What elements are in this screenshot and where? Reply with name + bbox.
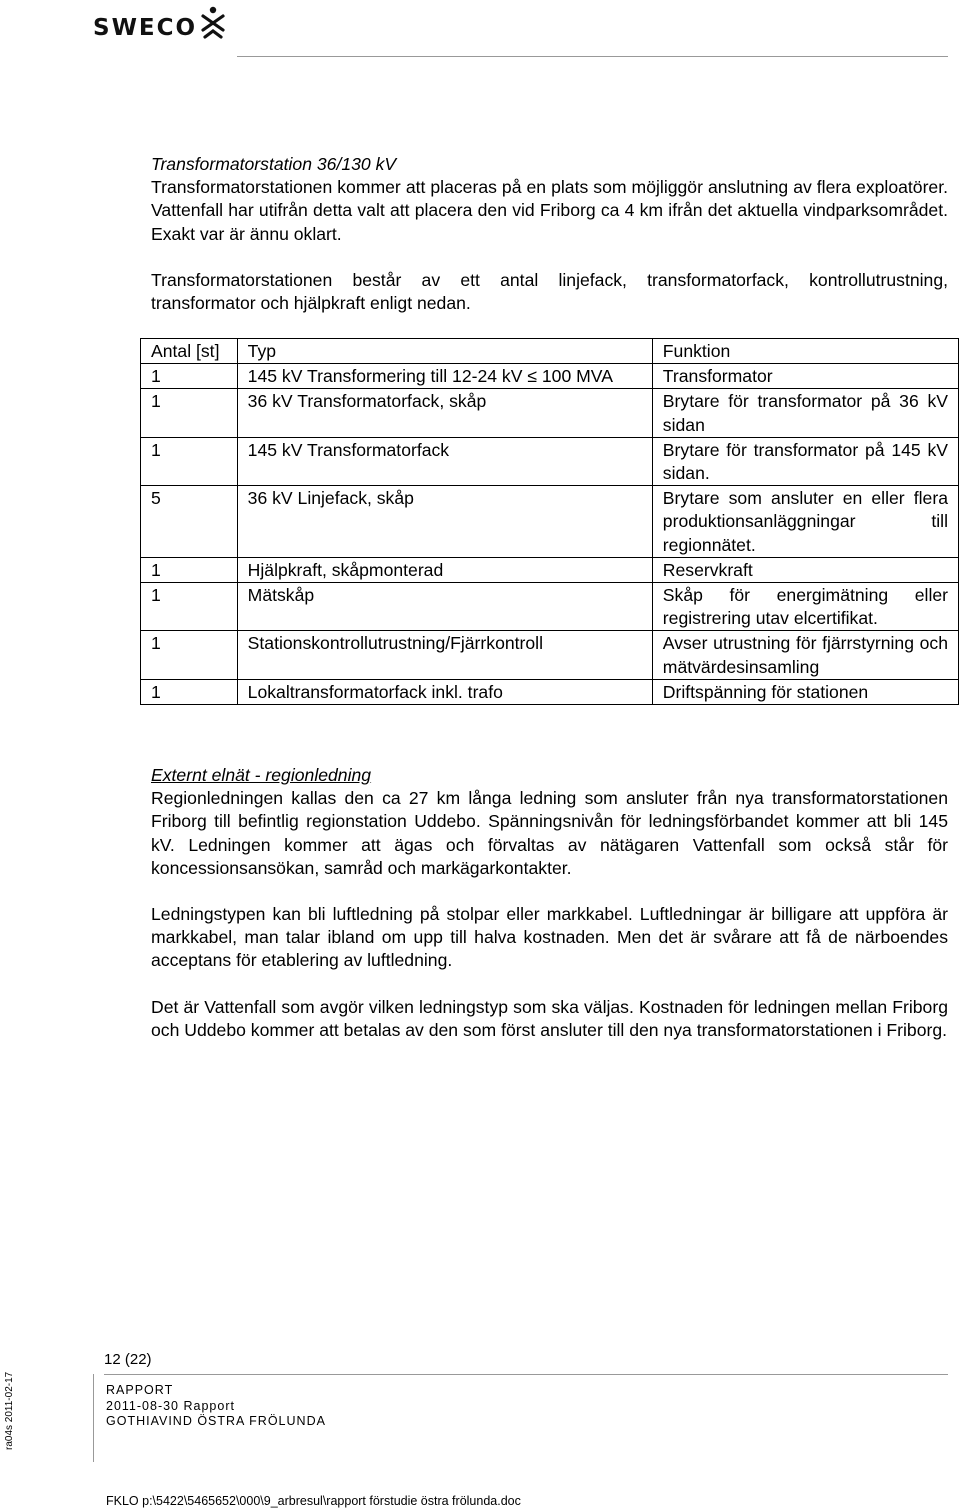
sweco-logo <box>93 6 226 40</box>
footer-divider <box>104 1374 948 1375</box>
footer-vertical-divider <box>93 1374 94 1462</box>
paragraph: Transformatorstationen består av ett antal linjefack, transformatorfack, kontrollutrustning, transformator och hjälpkraft enligt nedan. <box>151 269 948 314</box>
cell-function: Skåp för energimätning eller registrering utav elcertifikat. <box>652 583 958 631</box>
cell-function: Transformator <box>652 364 958 389</box>
table-row <box>141 437 959 485</box>
paragraph: Regionledningen kallas den ca 27 km långa ledning som ansluter från nya transformatorstationen Friborg till befintlig regionstation Uddebo. Spänningsnivån för ledningsförbandet kommer att bli 145 kV. Ledningen kommer att ägas och förvaltas av nätägaren Vattenfall som också står för koncessionsansökan, samråd och markägarkontakter. <box>151 788 948 878</box>
cell-count: 1 <box>141 437 238 485</box>
table-row <box>141 631 959 679</box>
header-divider <box>237 56 948 57</box>
cell-count: 1 <box>141 364 238 389</box>
cell-count: 1 <box>141 557 238 582</box>
table-row <box>141 389 959 437</box>
cell-type: Mätskåp <box>237 583 652 631</box>
table-row <box>141 557 959 582</box>
cell-function: Avser utrustning för fjärrstyrning och mätvärdesinsamling <box>652 631 958 679</box>
intro-section <box>151 153 948 315</box>
paragraph: Ledningstypen kan bli luftledning på stolpar eller markkabel. Luftledningar är billigare att uppföra är markkabel, man talar ibland om upp till halva kostnaden. Men det är svårare att få de närboendes acceptans för etablering av luftledning. <box>151 904 948 971</box>
section-heading: Externt elnät - regionledning <box>151 765 372 785</box>
table-row <box>141 486 959 558</box>
footer-info <box>106 1383 326 1430</box>
cell-count: 1 <box>141 631 238 679</box>
sweco-figure-icon <box>200 6 226 40</box>
cell-count: 5 <box>141 486 238 558</box>
paragraph: Transformatorstationen kommer att placeras på en plats som möjliggör anslutning av flera exploatörer. Vattenfall har utifrån detta valt att placera den vid Friborg ca 4 km ifrån det aktuella vindparksområdet. Exakt var är ännu oklart. <box>151 177 948 244</box>
logo-text: SWECO <box>93 15 198 41</box>
regional-line-section <box>151 764 948 1042</box>
cell-function: Brytare för transformator på 36 kV sidan <box>652 389 958 437</box>
equipment-table <box>140 338 959 705</box>
cell-type: 36 kV Linjefack, skåp <box>237 486 652 558</box>
table-row <box>141 679 959 704</box>
project-name: GOTHIAVIND ÖSTRA FRÖLUNDA <box>106 1414 326 1428</box>
cell-count: 1 <box>141 679 238 704</box>
file-path: FKLO p:\5422\5465652\000\9_arbresul\rapport förstudie östra frölunda.doc <box>106 1494 521 1508</box>
cell-function: Driftspänning för stationen <box>652 679 958 704</box>
doc-type: RAPPORT <box>106 1383 174 1397</box>
cell-type: Hjälpkraft, skåpmonterad <box>237 557 652 582</box>
cell-function: Brytare för transformator på 145 kV sidan. <box>652 437 958 485</box>
template-code: ra04s 2011-02-17 <box>4 1371 15 1450</box>
table-row <box>141 583 959 631</box>
page-number: 12 (22) <box>104 1351 152 1368</box>
cell-function: Reservkraft <box>652 557 958 582</box>
cell-type: Stationskontrollutrustning/Fjärrkontroll <box>237 631 652 679</box>
header-cell: Funktion <box>652 339 958 364</box>
cell-type: Lokaltransformatorfack inkl. trafo <box>237 679 652 704</box>
cell-type: 145 kV Transformering till 12-24 kV ≤ 100 MVA <box>237 364 652 389</box>
paragraph: Det är Vattenfall som avgör vilken ledningstyp som ska väljas. Kostnaden för ledningen mellan Friborg och Uddebo kommer att betalas av den som först ansluter till den nya transformatorstationen i Friborg. <box>151 996 948 1040</box>
table-header-row <box>141 339 959 364</box>
cell-count: 1 <box>141 389 238 437</box>
cell-function: Brytare som ansluter en eller flera produktionsanläggningar till regionnätet. <box>652 486 958 558</box>
doc-date: 2011-08-30 Rapport <box>106 1398 235 1413</box>
header-cell: Antal [st] <box>141 339 238 364</box>
cell-type: 145 kV Transformatorfack <box>237 437 652 485</box>
header-cell: Typ <box>237 339 652 364</box>
cell-type: 36 kV Transformatorfack, skåp <box>237 389 652 437</box>
cell-count: 1 <box>141 583 238 631</box>
section-heading: Transformatorstation 36/130 kV <box>151 154 397 174</box>
table-row <box>141 364 959 389</box>
